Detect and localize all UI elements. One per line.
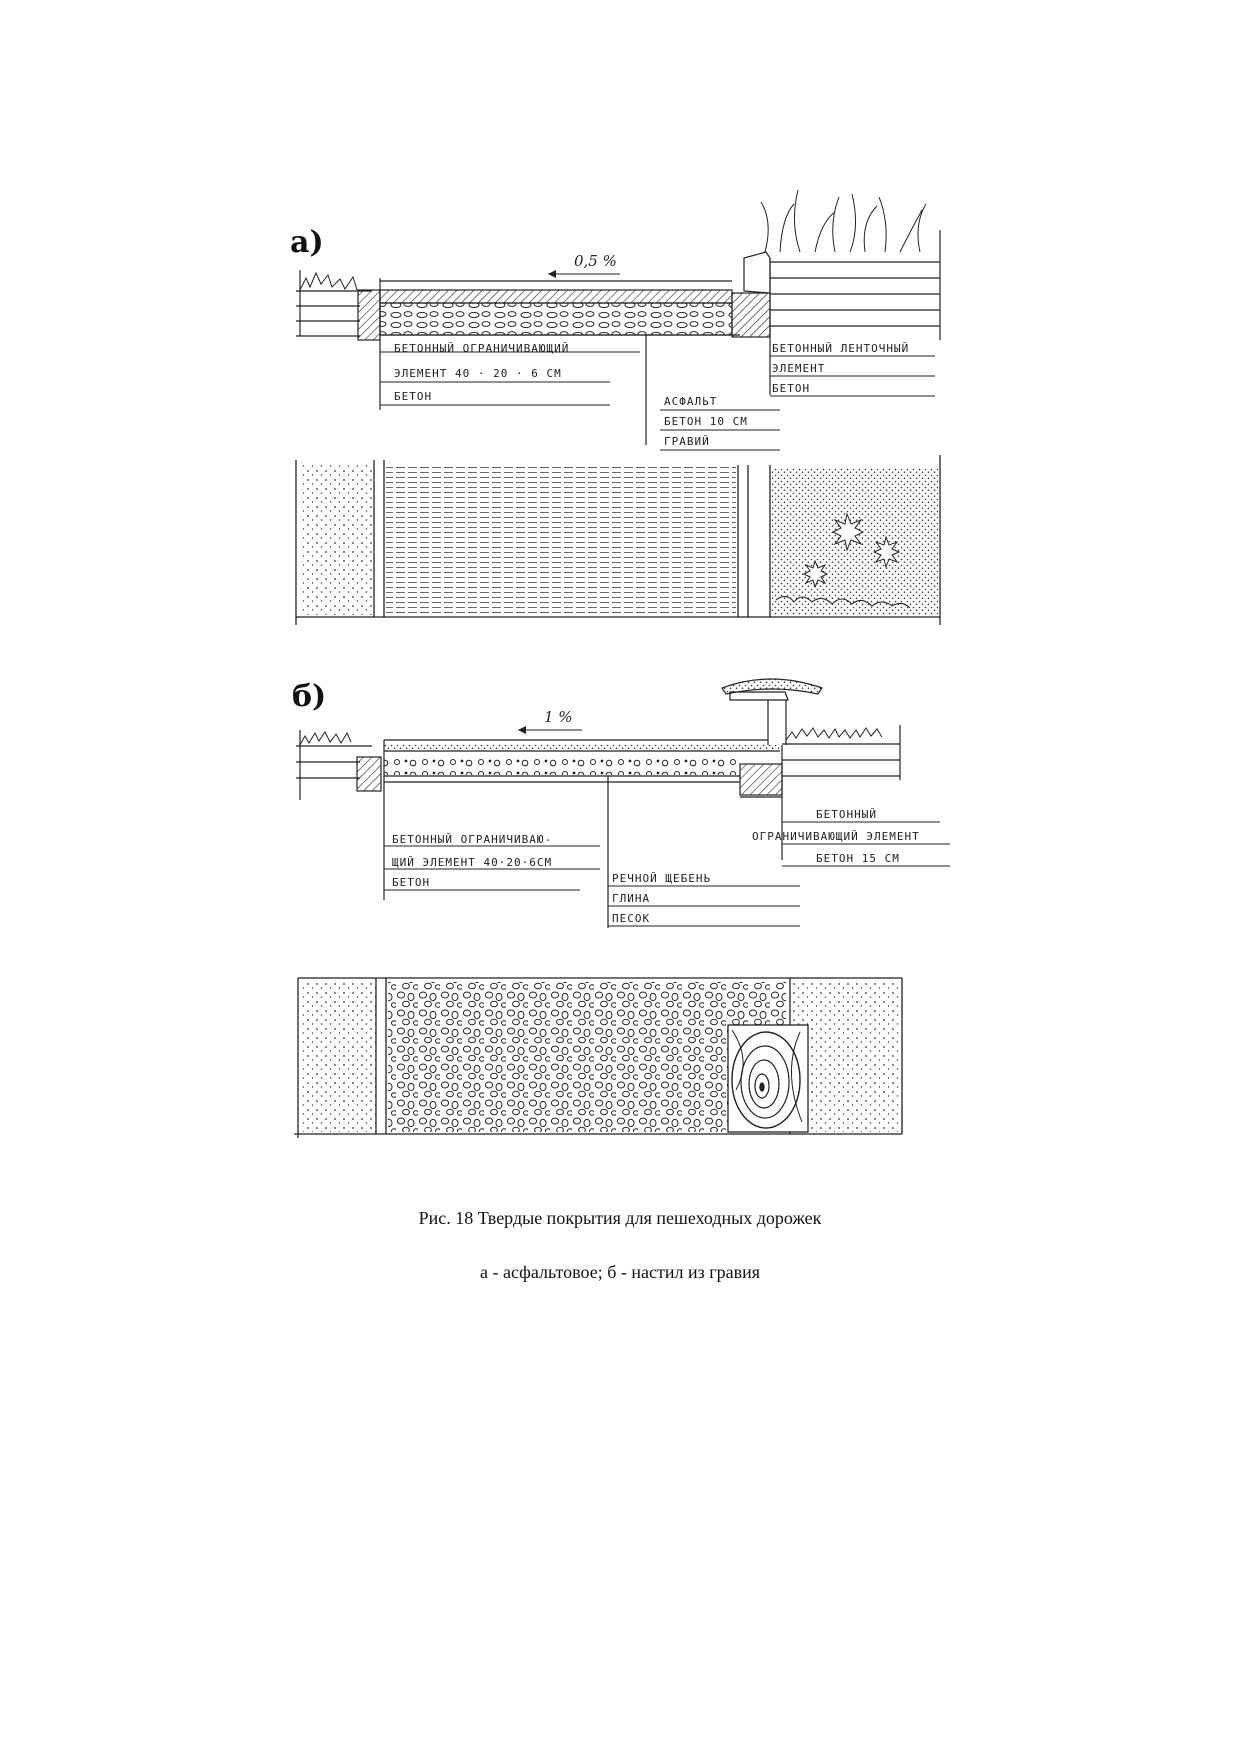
section-b-center-label-2: ГЛИНА [612,892,651,905]
section-b-right-label-1: БЕТОННЫЙ [816,808,877,821]
section-a-letter: а) [290,225,324,260]
section-a-left-label-1: БЕТОННЫЙ ОГРАНИЧИВАЮЩИЙ [394,342,570,355]
section-a-slope-indicator [548,252,620,278]
section-b-left-label-3: БЕТОН [392,876,431,889]
section-b-left-labels [384,833,600,890]
section-a-left-label-2: ЭЛЕМЕНТ 40 · 20 · 6 СМ [394,367,562,380]
section-a-plan-view [296,455,940,625]
section-b-right-label-3: БЕТОН 15 СМ [816,852,900,865]
section-b-center-label-3: ПЕСОК [612,912,651,925]
section-a-left-labels [380,342,640,405]
figure-caption-title: Рис. 18 Твердые покрытия для пешеходных дорожек [418,1208,822,1228]
section-b-slope-indicator [518,708,582,734]
section-b-slope: 1 % [544,708,573,726]
section-a-left-label-3: БЕТОН [394,390,433,403]
section-a-right-label-1: БЕТОННЫЙ ЛЕНТОЧНЫЙ [772,342,910,355]
section-b-letter: б) [292,679,327,714]
section-a-profile [296,190,940,445]
section-a-right-label-3: БЕТОН [772,382,811,395]
section-a-right-labels [770,342,935,396]
section-a-center-labels [660,395,780,450]
section-a-right-label-2: ЭЛЕМЕНТ [772,362,826,375]
section-b-right-label-2: ОГРАНИЧИВАЮЩИЙ ЭЛЕМЕНТ [752,830,920,843]
section-b-center-label-1: РЕЧНОЙ ЩЕБЕНЬ [612,872,712,885]
section-a-center-label-2: БЕТОН 10 СМ [664,415,748,428]
section-a-center-label-3: ГРАВИЙ [664,435,710,448]
section-b-left-label-1: БЕТОННЫЙ ОГРАНИЧИВАЮ- [392,833,553,846]
section-b-center-labels [608,872,800,926]
section-a-center-label-1: АСФАЛЬТ [664,395,718,408]
section-a-slope: 0,5 % [574,252,617,270]
figure-caption-legend: а - асфальтовое; б - настил из гравия [480,1262,760,1282]
section-b-left-label-2: ЩИЙ ЭЛЕМЕНТ 40·20·6СМ [392,856,553,869]
section-b-plan-view [294,978,902,1138]
section-b-profile [296,679,900,928]
